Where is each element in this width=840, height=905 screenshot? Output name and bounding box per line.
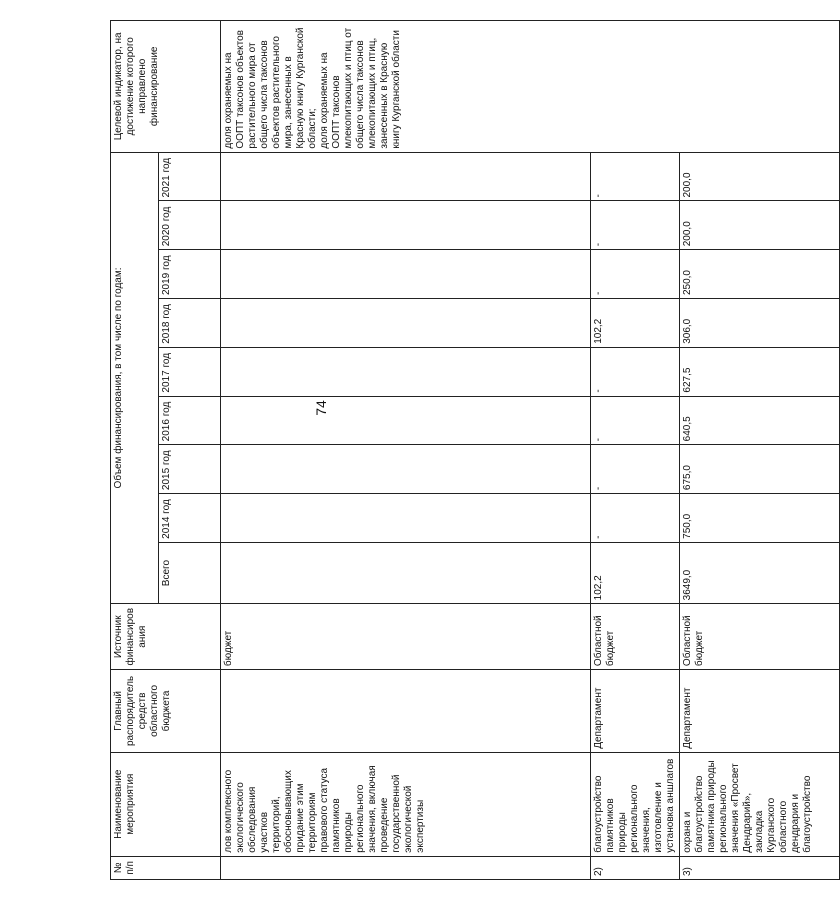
row-total: 3649,0 — [680, 542, 840, 603]
row-year-value — [221, 250, 591, 299]
header-name: Наименование мероприятия — [111, 752, 221, 856]
row-year-value — [221, 445, 591, 494]
header-volume: Объем финансирования, в том числе по годам: — [111, 152, 159, 604]
row-year-value: - — [591, 201, 680, 250]
row-year-value — [221, 396, 591, 445]
row-num: 3) — [680, 856, 840, 879]
header-year: 2021 год — [159, 152, 221, 201]
row-year-value: - — [591, 445, 680, 494]
row-year-value: - — [591, 396, 680, 445]
row-year-value — [221, 347, 591, 396]
row-year-value: 102,2 — [591, 299, 680, 348]
header-year: 2018 год — [159, 299, 221, 348]
row-name: охрана и благоустройство памятника природы регионального значения «Просвет Дендрарий», закладка Курганского областного дендрария и благоустройство — [680, 752, 840, 856]
row-source: Областной бюджет — [680, 604, 840, 670]
row-year-value: 250,0 — [680, 250, 840, 299]
row-year-value — [221, 299, 591, 348]
page-number: 74 — [312, 400, 329, 416]
row-source: Областной бюджет — [591, 604, 680, 670]
funding-table — [110, 20, 840, 880]
row-num — [221, 856, 591, 879]
row-year-value: 200,0 — [680, 201, 840, 250]
row-year-value — [221, 494, 591, 543]
header-total: Всего — [159, 542, 221, 603]
row-year-value: - — [591, 347, 680, 396]
row-year-value: 675,0 — [680, 445, 840, 494]
header-target: Целевой индикатор, на достижение которого направлено финансирование — [111, 21, 221, 153]
row-total — [221, 542, 591, 603]
rotated-table-container — [110, 20, 820, 880]
row-year-value: 200,0 — [680, 152, 840, 201]
row-year-value: - — [591, 152, 680, 201]
header-year: 2017 год — [159, 347, 221, 396]
row-manager: Департамент — [591, 670, 680, 753]
row-manager: Департамент — [680, 670, 840, 753]
row-year-value — [221, 152, 591, 201]
row-source: бюджет — [221, 604, 591, 670]
row-manager — [221, 670, 591, 753]
row-year-value: 750,0 — [680, 494, 840, 543]
row-year-value: 627,5 — [680, 347, 840, 396]
row-name: лов комплексного экологического обследования участков территорий, обосновывающих придание этим территориям правового статуса памятников природы регионального значения, включая проведение государственной экологической экспертизы — [221, 752, 591, 856]
row-name: благоустройство памятников природы регионального значения, изготовление и установка аншлагов — [591, 752, 680, 856]
row-total: 102,2 — [591, 542, 680, 603]
header-source: Источник финансирования — [111, 604, 221, 670]
header-year: 2019 год — [159, 250, 221, 299]
table-row — [221, 21, 591, 880]
row-year-value — [221, 201, 591, 250]
header-num: № п/п — [111, 856, 221, 879]
row-year-value: - — [591, 250, 680, 299]
header-year: 2014 год — [159, 494, 221, 543]
row-year-value: 640,5 — [680, 396, 840, 445]
header-manager: Главный распорядитель средств областного бюджета — [111, 670, 221, 753]
header-year: 2020 год — [159, 201, 221, 250]
header-year: 2016 год — [159, 396, 221, 445]
header-year: 2015 год — [159, 445, 221, 494]
row-num: 2) — [591, 856, 680, 879]
row-year-value: - — [591, 494, 680, 543]
row-year-value: 306,0 — [680, 299, 840, 348]
row-target: доля охраняемых на ООПТ таксонов объектов растительного мира от общего числа таксонов объектов растительного мира, занесенных в Красную книгу Курганской области; доля охраняемых на ООПТ таксонов млекопитающих и птиц от общего числа таксонов млекопитающих и птиц, занесенных в Красную книгу Курганской области — [221, 21, 840, 153]
